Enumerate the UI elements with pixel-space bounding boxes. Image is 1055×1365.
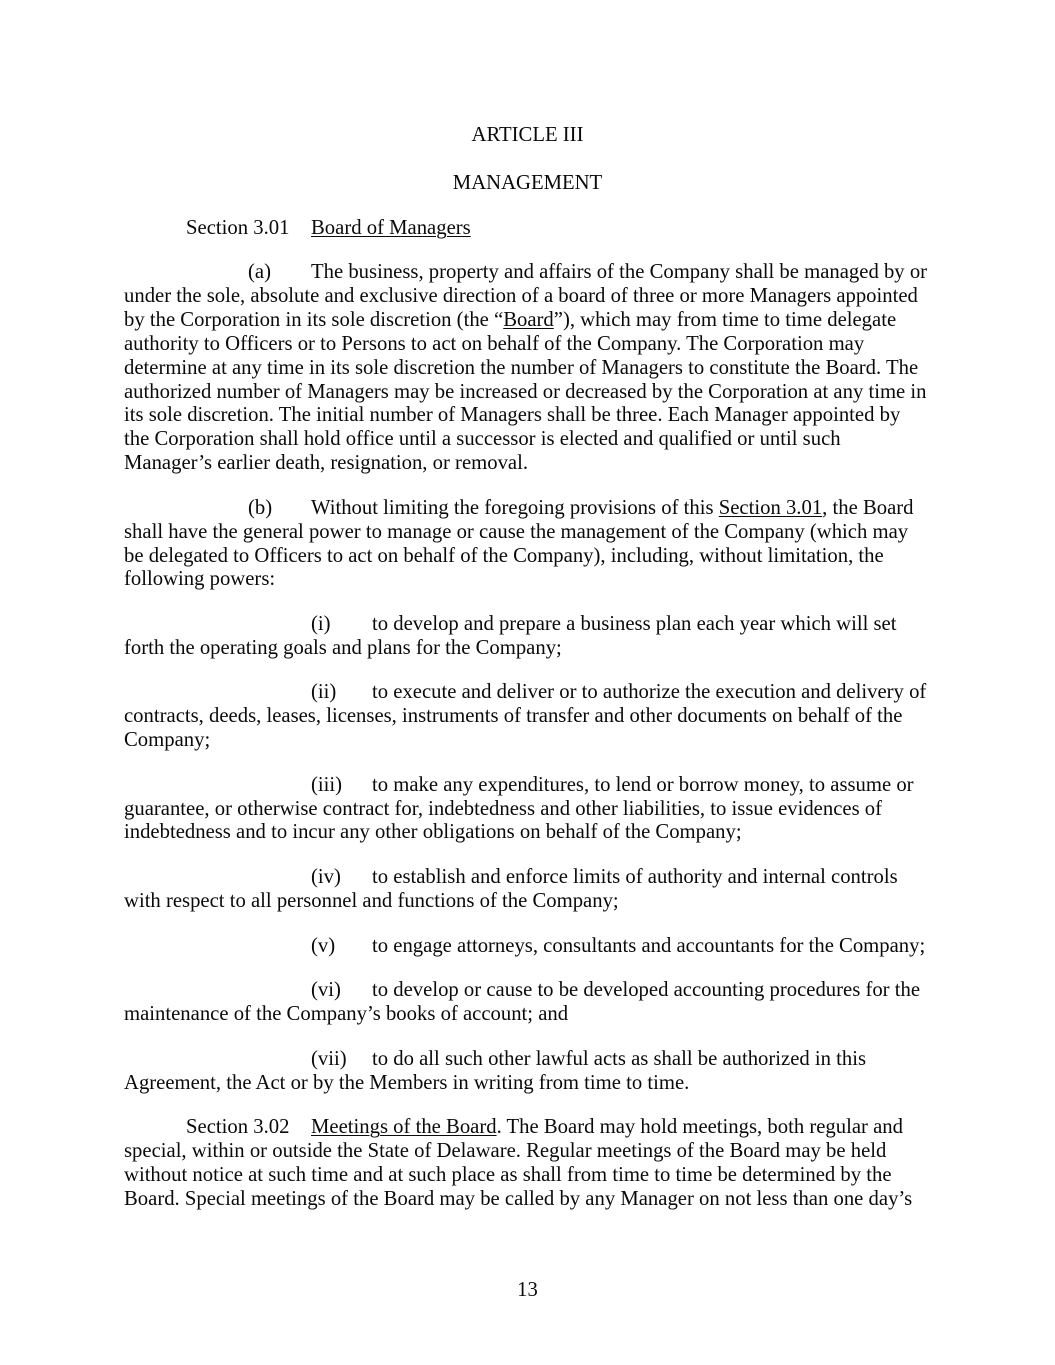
power-label: (iii) [311, 773, 343, 796]
text-line [124, 1116, 931, 1140]
line-text: Without limiting the foregoing provisions of this [311, 496, 719, 519]
text-line: following powers: [124, 568, 276, 591]
section-title: Board of Managers [311, 216, 471, 239]
text-line: without notice at such time and at such place as shall from time to time be determined by the [124, 1163, 892, 1186]
power-ii [124, 681, 931, 753]
text-line [124, 866, 931, 890]
section-title: Meetings of the Board [311, 1116, 497, 1139]
power-iii [124, 774, 931, 846]
line-text: . The Board may hold meetings, both regular and [496, 1116, 903, 1139]
line-text: to develop or cause to be developed accounting procedures for the [372, 979, 921, 1002]
text-line: maintenance of the Company’s books of account; and [124, 1003, 569, 1026]
line-text: , the Board [822, 496, 914, 519]
text-line: Manager’s earlier death, resignation, or removal. [124, 452, 529, 475]
text-line: with respect to all personnel and functions of the Company; [124, 889, 619, 912]
line-text: to do all such other lawful acts as shall be authorized in this [372, 1047, 867, 1070]
line-text: to execute and deliver or to authorize the execution and delivery of [372, 681, 927, 704]
power-label: (i) [311, 612, 331, 635]
text-line: its sole discretion. The initial number of Managers shall be three. Each Manager appointed by [124, 404, 901, 427]
text-line: indebtedness and to incur any other obligations on behalf of the Company; [124, 821, 742, 844]
section-3-02 [124, 1116, 931, 1211]
defined-term-board: Board [503, 309, 554, 332]
section-number: Section 3.01 [186, 216, 290, 239]
article-number: ARTICLE III [471, 124, 584, 146]
page-number: 13 [517, 1279, 538, 1301]
power-i [124, 613, 931, 661]
article-title: MANAGEMENT [452, 172, 603, 195]
text-line: under the sole, absolute and exclusive direction of a board of three or more Managers appointed [124, 285, 918, 308]
text-line: guarantee, or otherwise contract for, indebtedness and other liabilities, to issue evidences of [124, 797, 883, 820]
power-label: (v) [311, 934, 336, 957]
text-line: be delegated to Officers to act on behalf of the Company), including, without limitation, the [124, 544, 884, 567]
line-text: to develop and prepare a business plan each year which will set [372, 612, 897, 635]
text-line [124, 261, 931, 285]
line-text: by the Corporation in its sole discretion (the “ [124, 309, 504, 332]
text-line [124, 979, 931, 1003]
text-line: the Corporation shall hold office until a successor is elected and qualified or until such [124, 428, 841, 451]
line-text: The business, property and affairs of the Company shall be managed by or [311, 261, 928, 284]
text-line [124, 309, 931, 333]
text-line: Agreement, the Act or by the Members in writing from time to time. [124, 1071, 690, 1094]
text-line: Company; [124, 729, 211, 752]
text-line: contracts, deeds, leases, licenses, instruments of transfer and other documents on behalf of the [124, 705, 903, 728]
power-vi [124, 979, 931, 1027]
power-label: (iv) [311, 866, 341, 889]
power-v [124, 935, 931, 959]
text-line: authorized number of Managers may be increased or decreased by the Corporation at any time in [124, 380, 927, 403]
paragraph-label: (b) [248, 496, 273, 519]
line-text: to engage attorneys, consultants and accountants for the Company; [372, 934, 926, 957]
power-label: (ii) [311, 681, 337, 704]
text-line [124, 681, 931, 705]
line-text: ”), which may from time to time delegate [553, 309, 897, 332]
text-line: Board. Special meetings of the Board may be called by any Manager on not less than one day’s [124, 1187, 913, 1210]
text-line [124, 935, 931, 959]
text-line: shall have the general power to manage or cause the management of the Company (which may [124, 520, 909, 543]
page-content [124, 124, 931, 1232]
text-line [124, 774, 931, 798]
text-line: determine at any time in its sole discretion the number of Managers to constitute the Board. The [124, 356, 919, 379]
power-vii [124, 1048, 931, 1096]
power-label: (vii) [311, 1047, 347, 1070]
text-line: special, within or outside the State of Delaware. Regular meetings of the Board may be held [124, 1140, 887, 1163]
paragraph-a [124, 261, 931, 476]
paragraph-b [124, 497, 931, 592]
section-3-01-heading-line [124, 217, 931, 241]
text-line [124, 1048, 931, 1072]
line-text: to make any expenditures, to lend or borrow money, to assume or [372, 773, 914, 796]
text-line [124, 613, 931, 637]
line-text: to establish and enforce limits of authority and internal controls [372, 866, 898, 889]
text-line [124, 497, 931, 521]
text-line: authority to Officers or to Persons to act on behalf of the Company. The Corporation may [124, 332, 865, 355]
paragraph-label: (a) [248, 261, 271, 284]
cross-reference-section-3-01: Section 3.01 [718, 496, 823, 519]
section-number: Section 3.02 [186, 1116, 290, 1139]
power-label: (vi) [311, 979, 341, 1002]
power-iv [124, 866, 931, 914]
text-line: forth the operating goals and plans for the Company; [124, 636, 562, 659]
